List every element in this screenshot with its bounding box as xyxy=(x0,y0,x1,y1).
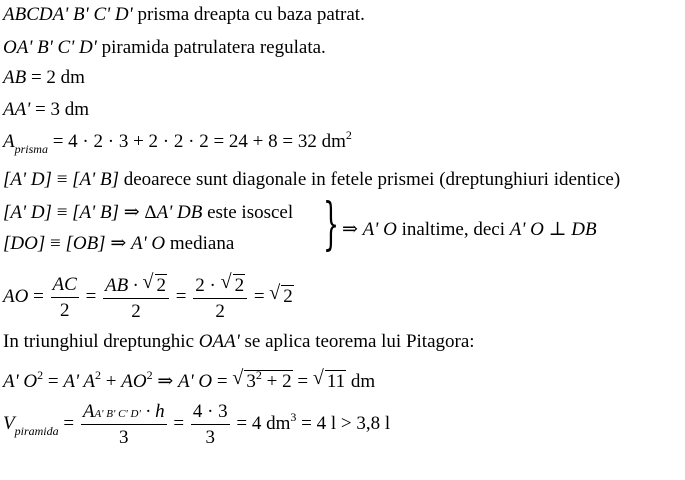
plus-sign: + xyxy=(101,371,122,392)
term-aa: A' A xyxy=(63,371,96,392)
area-subscript: prisma xyxy=(14,142,48,156)
conclusion-seg-ao-2: A' O xyxy=(509,219,544,240)
volume-exp: 3 xyxy=(290,409,297,424)
base-area-sub: A' B' C' D' xyxy=(94,408,141,420)
lhs-exp: 2 xyxy=(37,368,44,382)
pythagoras-text-1: In triunghiul dreptunghic xyxy=(3,331,199,352)
frac2-num xyxy=(103,271,169,299)
right-brace-icon: } xyxy=(323,192,340,257)
pyramid-name: OA' B' C' D' xyxy=(3,37,97,58)
fraction-ab-sqrt2-over-2 xyxy=(103,271,169,322)
line-pyramid-volume: $V_{piramida}$ = $\frac{AA' B' C' D' \cdot h}{3}$ = $\frac{4 \cdot 3}{3}$ = 4 $dm^3 = 4$ l > 3,8 l xyxy=(3,401,391,448)
median-text: mediana xyxy=(165,233,235,254)
frac3-num xyxy=(193,271,247,299)
seg-ab-2: [A' B] xyxy=(72,202,119,223)
implies-arrow: ⇒ xyxy=(152,371,179,392)
pythagoras-text-2: se aplica teorema lui Pitagora: xyxy=(239,331,475,352)
brace-conclusion xyxy=(342,218,597,241)
line-prism-area xyxy=(3,128,352,156)
triangle-oaa: OAA' xyxy=(198,331,240,352)
conclusion-seg-db: DB xyxy=(571,219,597,240)
line-diagonals-congruent xyxy=(3,170,620,189)
seg-ob: [OB] xyxy=(65,233,106,254)
line-pyramid-definition xyxy=(3,38,326,57)
base-area-var: A xyxy=(82,401,95,422)
lhs-ao: A' O xyxy=(3,371,38,392)
line-aa-value xyxy=(3,100,89,119)
prism-name: ABCDA' B' C' D' xyxy=(3,4,133,25)
implies-triangle: ⇒ Δ xyxy=(118,202,157,223)
volume-var: V xyxy=(3,412,15,434)
term-ao-exp: 2 xyxy=(146,368,153,382)
line-ab-value xyxy=(3,68,85,87)
prism-description: prisma dreapta cu baza patrat. xyxy=(132,4,365,25)
line-pythagoras-intro xyxy=(3,332,475,351)
implies-median: ⇒ xyxy=(105,233,131,254)
rad-exp: 2 xyxy=(255,368,262,382)
congruent-sign-2: ≡ xyxy=(51,202,73,223)
volume-liters: = 4 l > 3,8 l xyxy=(296,412,391,434)
seg-ad: [A' D] xyxy=(3,169,52,190)
term-aa-exp: 2 xyxy=(95,368,102,382)
congruent-sign-3: ≡ xyxy=(45,233,66,254)
eq-sign-2: = xyxy=(212,371,233,392)
line-prism-definition xyxy=(3,5,365,24)
triangle-adb: A' DB xyxy=(156,202,203,223)
frac3-radicand: 2 xyxy=(234,275,245,296)
line-ao-computation: AO = $\frac{AC}{2}$ = AB · √ 2 2 = 2 · √ 2 2 = √ 2 xyxy=(3,271,293,322)
ab-eq: = 2 dm xyxy=(26,67,85,88)
frac3-num-text: 2 · xyxy=(195,275,221,296)
frac2-den: 2 xyxy=(131,301,141,322)
frac-vol-den: 3 xyxy=(118,427,129,448)
frac1-den: 2 xyxy=(59,300,70,321)
eq-sign: = xyxy=(43,371,64,392)
aa-eq: = 3 dm xyxy=(30,99,90,120)
result-ao: A' O xyxy=(178,371,213,392)
sqrt-icon: √ 2 xyxy=(269,281,293,307)
radicand-11: 11 xyxy=(326,371,346,392)
sqrt-icon: √ $3^2 + 2$ xyxy=(232,367,292,392)
perpendicular-sign: ⊥ xyxy=(543,219,572,240)
fraction-base-height-over-3 xyxy=(81,402,167,447)
conclusion-text: inaltime, deci xyxy=(396,219,510,240)
sqrt-icon: √ 2 xyxy=(220,271,245,296)
area-var: A xyxy=(3,131,15,152)
area-equation: = 4 · 2 · 3 + 2 · 2 · 2 = 24 + 8 = 32 dm xyxy=(47,131,346,152)
line-isosceles xyxy=(3,203,293,222)
unit-dm: dm xyxy=(346,371,376,392)
frac-vol2-num: 4 · 3 xyxy=(191,402,230,425)
frac2-num-text: AB · xyxy=(105,275,143,296)
congruent-sign: ≡ xyxy=(51,169,73,190)
rad-rest: + 2 xyxy=(261,371,292,392)
times-h: · h xyxy=(140,401,165,422)
ao-var: AO xyxy=(3,285,29,307)
volume-result: = 4 dm xyxy=(236,412,291,434)
fraction-4x3-over-3 xyxy=(191,402,230,447)
conclusion-seg-ao: A' O xyxy=(362,219,397,240)
eq-sign-3: = xyxy=(292,371,313,392)
diagonals-reason: deoarece sunt diagonale in fetele prismei (dreptunghiuri identice) xyxy=(118,169,621,190)
pyramid-description: piramida patrulatera regulata. xyxy=(96,37,326,58)
fraction-2-sqrt2-over-2 xyxy=(193,271,247,322)
frac-vol2-den: 3 xyxy=(205,427,215,448)
term-ao: AO xyxy=(121,371,147,392)
final-radicand: 2 xyxy=(283,285,293,307)
frac2-radicand: 2 xyxy=(156,275,167,296)
conclusion-arrow: ⇒ xyxy=(342,219,363,240)
frac-vol-num xyxy=(81,402,167,425)
seg-do: [DO] xyxy=(3,233,46,254)
line-median xyxy=(3,234,234,253)
area-unit-exponent: 2 xyxy=(345,128,352,142)
radicand-expr xyxy=(244,370,292,391)
seg-ad-2: [A' D] xyxy=(3,202,52,223)
isosceles-text: este isoscel xyxy=(202,202,294,223)
ab-var: AB xyxy=(3,67,27,88)
sqrt-icon: √ 11 xyxy=(312,367,346,392)
frac1-num: AC xyxy=(51,275,79,298)
seg-ao: A' O xyxy=(131,233,166,254)
seg-ab: [A' B] xyxy=(72,169,119,190)
aa-var: AA' xyxy=(3,99,31,120)
volume-subscript: piramida xyxy=(14,423,59,438)
fraction-ac-over-2 xyxy=(51,275,79,320)
line-pythagoras-equation xyxy=(3,367,376,392)
frac3-den: 2 xyxy=(215,301,225,322)
rad-base: 3 xyxy=(246,371,256,392)
sqrt-icon: √ 2 xyxy=(142,271,167,296)
